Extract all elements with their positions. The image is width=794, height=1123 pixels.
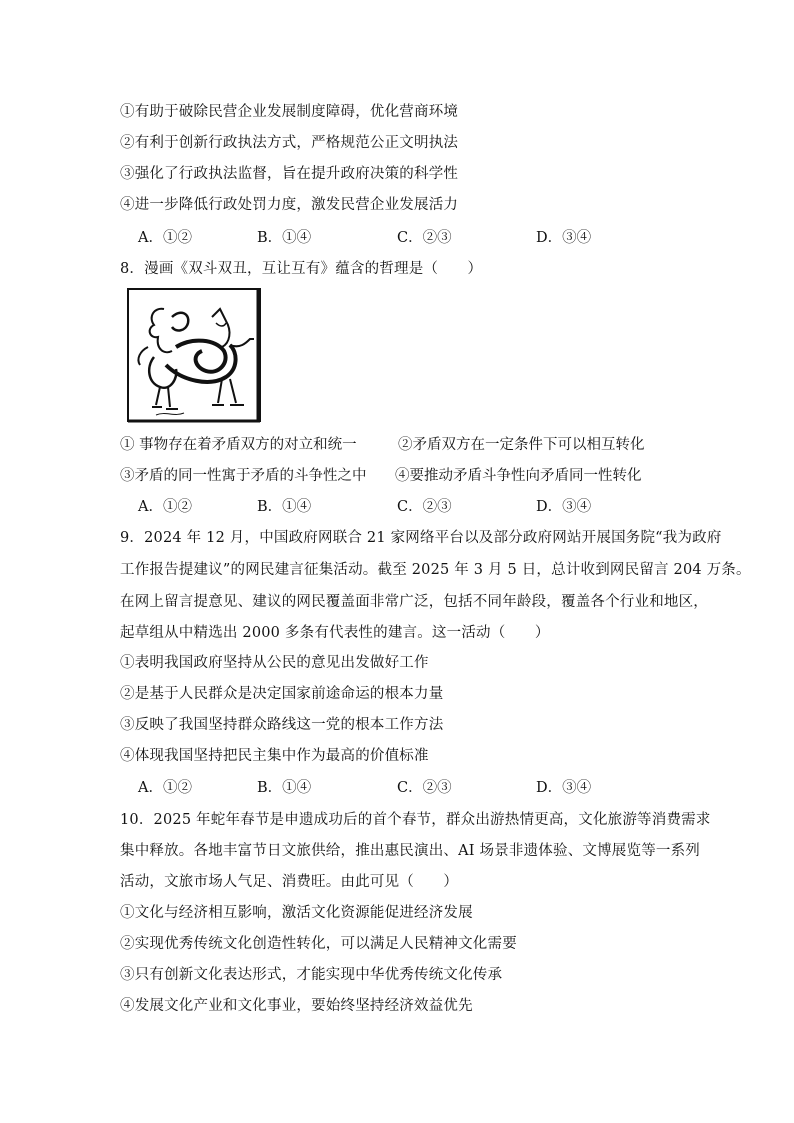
- q8-choice-c[interactable]: C．②③: [397, 499, 452, 515]
- q10-option-1: ①文化与经济相互影响，激活文化资源能促进经济发展: [120, 905, 473, 921]
- q9-stem-line-2: 工作报告提建议”的网民建言征集活动。截至 2025 年 3 月 5 日，总计收到网民留言 204 万条。: [120, 562, 751, 578]
- q9-choice-b[interactable]: B．①④: [257, 780, 312, 796]
- q9-stem-line-3: 在网上留言提意见、建议的网民覆盖面非常广泛，包括不同年龄段，覆盖各个行业和地区，: [120, 594, 708, 610]
- q8-choice-b[interactable]: B．①④: [257, 499, 312, 515]
- q7-choice-b[interactable]: B．①④: [257, 230, 312, 246]
- q10-option-3: ③只有创新文化表达形式，才能实现中华优秀传统文化传承: [120, 967, 503, 983]
- q9-option-4: ④体现我国坚持把民主集中作为最高的价值标准: [120, 748, 429, 764]
- q9-choice-c[interactable]: C．②③: [397, 780, 452, 796]
- q8-option-1: ① 事物存在着矛盾双方的对立和统一: [120, 437, 357, 453]
- q7-option-1: ①有助于破除民营企业发展制度障碍，优化营商环境: [120, 104, 459, 120]
- q9-stem-line-1: 9．2024 年 12 月，中国政府网联合 21 家网络平台以及部分政府网站开展国务院“我为政府: [120, 530, 722, 546]
- q7-option-2: ②有利于创新行政执法方式，严格规范公正文明执法: [120, 135, 459, 151]
- cartoon-image: [126, 287, 262, 423]
- q10-option-2: ②实现优秀传统文化创造性转化，可以满足人民精神文化需要: [120, 936, 517, 952]
- q7-choice-a[interactable]: A．①②: [138, 230, 192, 246]
- q7-choice-d[interactable]: D．③④: [536, 230, 592, 246]
- q8-option-2: ②矛盾双方在一定条件下可以相互转化: [398, 437, 645, 453]
- q7-choice-c[interactable]: C．②③: [397, 230, 452, 246]
- q9-stem-line-4: 起草组从中精选出 2000 多条有代表性的建言。这一活动（ ）: [120, 625, 550, 641]
- q9-option-1: ①表明我国政府坚持从公民的意见出发做好工作: [120, 655, 429, 671]
- q7-option-3: ③强化了行政执法监督，旨在提升政府决策的科学性: [120, 166, 459, 182]
- q10-stem-line-2: 集中释放。各地丰富节日文旅供给，推出惠民演出、AI 场景非遗体验、文博展览等一系列: [120, 843, 701, 859]
- q9-choice-d[interactable]: D．③④: [536, 780, 592, 796]
- q8-option-4: ④要推动矛盾斗争性向矛盾同一性转化: [395, 468, 642, 484]
- q8-option-3: ③矛盾的同一性寓于矛盾的斗争性之中: [120, 468, 367, 484]
- q8-stem: 8．漫画《双斗双丑，互让互有》蕴含的哲理是（ ）: [120, 261, 483, 277]
- q10-option-4: ④发展文化产业和文化事业，要始终坚持经济效益优先: [120, 998, 473, 1014]
- cartoon-two-figures-linked-icon: [126, 287, 262, 423]
- q8-choice-d[interactable]: D．③④: [536, 499, 592, 515]
- q9-option-3: ③反映了我国坚持群众路线这一党的根本工作方法: [120, 717, 444, 733]
- q10-stem-line-3: 活动，文旅市场人气足、消费旺。由此可见（ ）: [120, 874, 459, 890]
- q9-choice-a[interactable]: A．①②: [138, 780, 192, 796]
- q9-option-2: ②是基于人民群众是决定国家前途命运的根本力量: [120, 686, 444, 702]
- q8-choice-a[interactable]: A．①②: [138, 499, 192, 515]
- q10-stem-line-1: 10．2025 年蛇年春节是申遗成功后的首个春节，群众出游热情更高，文化旅游等消费需求: [120, 812, 711, 828]
- q7-option-4: ④进一步降低行政处罚力度，激发民营企业发展活力: [120, 197, 459, 213]
